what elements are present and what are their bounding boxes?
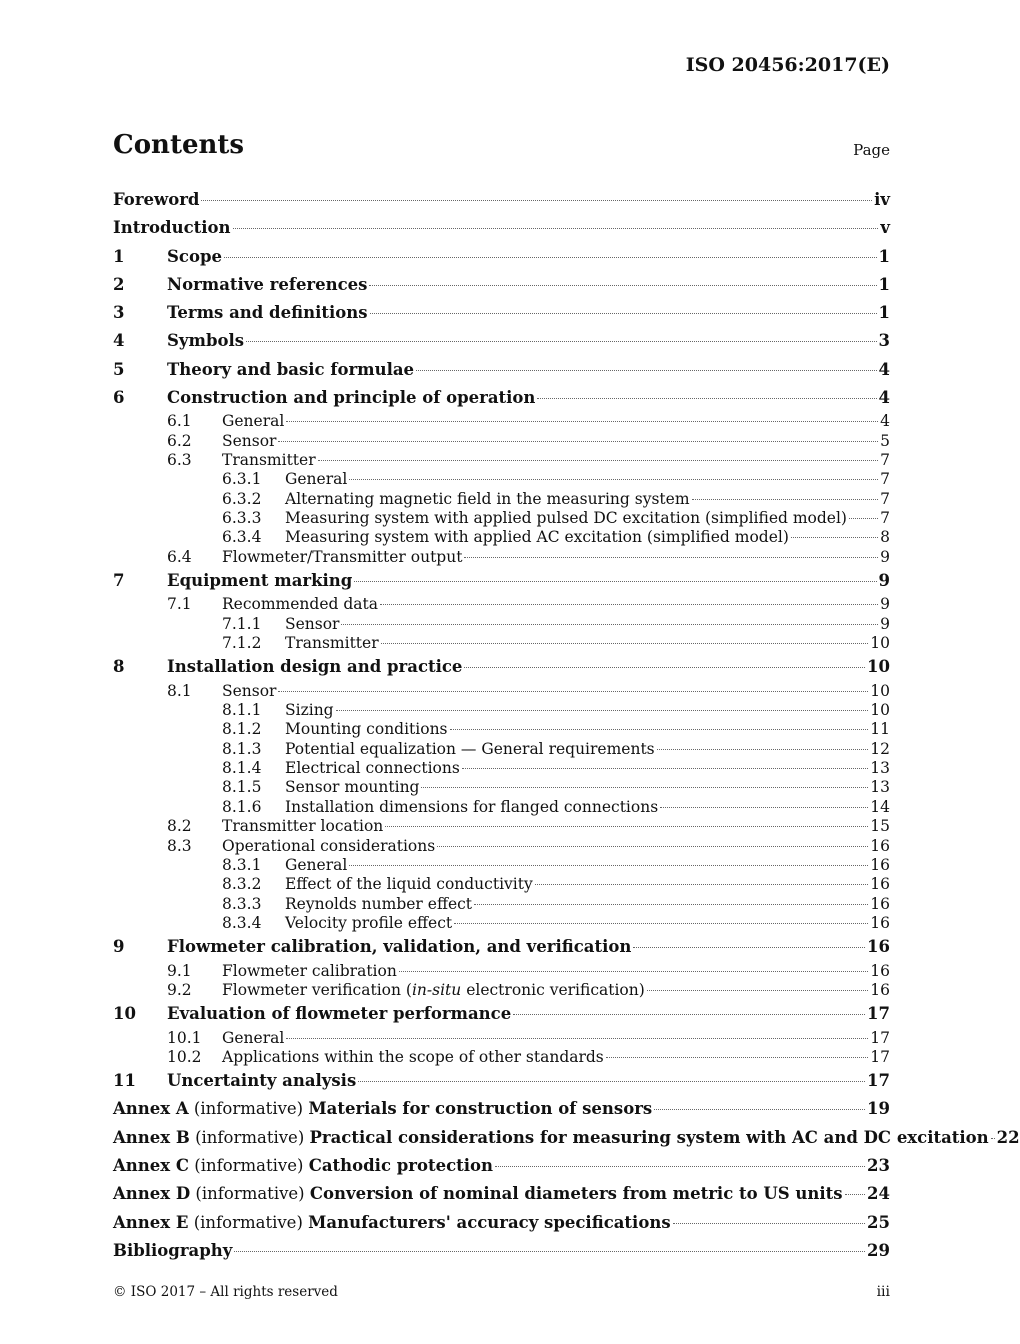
toc-entry-number: 2 <box>113 274 125 294</box>
dot-leader <box>462 768 868 769</box>
toc-entry[interactable] <box>113 548 890 567</box>
annex-title: Manufacturers' accuracy specifications <box>308 1212 671 1232</box>
dot-leader <box>454 923 868 924</box>
toc-entry-page: 16 <box>870 894 890 913</box>
footer-copyright: © ISO 2017 – All rights reserved <box>113 1284 338 1300</box>
toc-entry[interactable] <box>113 214 890 242</box>
toc-entry-number: 8.1.6 <box>222 797 262 816</box>
dot-leader <box>606 1057 869 1058</box>
toc-title-part: Flowmeter verification ( <box>222 980 412 999</box>
dot-leader <box>464 667 865 668</box>
dot-leader <box>692 499 879 500</box>
dot-leader <box>349 479 878 480</box>
toc-entry-page: 24 <box>867 1184 890 1204</box>
toc-entry[interactable] <box>113 384 890 412</box>
toc-entry-title: Electrical connections <box>285 759 460 778</box>
toc-entry-title: Evaluation of flowmeter performance <box>167 1004 512 1024</box>
toc-entry-page: 17 <box>867 1004 890 1024</box>
dot-leader <box>654 1109 865 1110</box>
toc-entry-number: 8.2 <box>167 817 192 836</box>
dot-leader <box>421 787 868 788</box>
toc-entry[interactable] <box>113 1180 890 1208</box>
dot-leader <box>991 1138 995 1139</box>
toc-entry[interactable] <box>113 1209 890 1237</box>
dot-leader <box>791 537 878 538</box>
toc-entry[interactable] <box>113 186 890 214</box>
toc-entry-number: 7.1.2 <box>222 634 262 653</box>
dot-leader <box>234 1251 865 1252</box>
toc-entry-page: 13 <box>870 778 890 797</box>
toc-entry-page: 4 <box>880 412 890 431</box>
annex-label: Annex E <box>113 1212 189 1232</box>
toc-entry-title: Theory and basic formulae <box>167 359 415 379</box>
dot-leader <box>358 1081 865 1082</box>
toc-entry[interactable] <box>113 837 890 856</box>
toc-entry-number: 6.1 <box>167 412 192 431</box>
toc-entry-title: Sensor <box>285 614 340 633</box>
toc-entry-page: 1 <box>878 246 890 266</box>
toc-entry-title: Alternating magnetic field in the measuring system <box>285 489 690 508</box>
toc-entry-title: Effect of the liquid conductivity <box>285 875 533 894</box>
dot-leader <box>278 441 878 442</box>
toc-entry-page: 19 <box>867 1099 890 1119</box>
annex-label: Annex D <box>113 1184 191 1204</box>
toc-entry[interactable] <box>113 817 890 836</box>
toc-entry-title: Sizing <box>285 701 334 720</box>
toc-entry[interactable] <box>113 981 890 1000</box>
annex-label: Annex C <box>113 1156 190 1176</box>
toc-entry[interactable] <box>113 740 890 759</box>
toc-entry-title: Applications within the scope of other standards <box>222 1047 604 1066</box>
toc-entry-page: 3 <box>878 331 890 351</box>
toc-entry-number: 6.4 <box>167 547 192 566</box>
toc-entry-title: Installation dimensions for flanged connections <box>285 797 659 816</box>
toc-entry[interactable] <box>113 1237 890 1265</box>
toc-entry-title: Flowmeter/Transmitter output <box>222 547 463 566</box>
toc-entry-title: Transmitter <box>222 451 316 470</box>
toc-entry-page: 15 <box>870 817 890 836</box>
toc-entry-page: 29 <box>867 1240 890 1260</box>
toc-entry-page: 16 <box>870 836 890 855</box>
toc-entry-page: 16 <box>867 937 890 957</box>
toc-entry-title <box>113 1180 843 1208</box>
dot-leader <box>535 884 869 885</box>
toc-entry-number: 8.1.3 <box>222 739 262 758</box>
toc-entry-number: 9.2 <box>167 980 192 999</box>
dot-leader <box>246 341 876 342</box>
dot-leader <box>537 398 876 399</box>
toc-entry[interactable] <box>113 528 890 547</box>
dot-leader <box>849 518 878 519</box>
toc-entry[interactable] <box>113 490 890 509</box>
toc-entry-title: Transmitter location <box>222 817 384 836</box>
dot-leader <box>354 581 876 582</box>
toc-entry[interactable] <box>113 1124 1020 1152</box>
toc-entry[interactable] <box>113 798 890 817</box>
toc-entry[interactable] <box>113 653 890 681</box>
toc-entry[interactable] <box>113 1048 890 1067</box>
toc-entry-title: Construction and principle of operation <box>167 388 536 408</box>
toc-entry-number: 8.3.2 <box>222 875 262 894</box>
dot-leader <box>349 865 868 866</box>
toc-entry-title: Measuring system with applied AC excitation (simplified model) <box>285 528 789 547</box>
annex-title: Cathodic protection <box>308 1156 494 1176</box>
dot-leader <box>657 749 869 750</box>
toc-entry-number: 5 <box>113 359 125 379</box>
dot-leader <box>318 460 879 461</box>
toc-entry[interactable] <box>113 759 890 778</box>
toc-entry-page: 1 <box>878 303 890 323</box>
toc-entry-title <box>113 1124 989 1152</box>
toc-entry-page: 7 <box>880 451 890 470</box>
toc-entry-page: 10 <box>870 634 890 653</box>
toc-entry[interactable] <box>113 720 890 739</box>
toc-entry-title: Bibliography <box>113 1240 233 1260</box>
toc-entry-number: 1 <box>113 246 125 266</box>
annex-title: Conversion of nominal diameters from metric to US units <box>309 1184 843 1204</box>
dot-leader <box>341 624 878 625</box>
toc-entry-title: Reynolds number effect <box>285 894 473 913</box>
toc-entry-title: General <box>285 855 348 874</box>
toc-entry-page: 4 <box>878 388 890 408</box>
dot-leader <box>399 971 868 972</box>
toc-entry-title <box>222 981 645 1000</box>
toc-entry-title: Normative references <box>167 274 368 294</box>
toc-entry[interactable] <box>113 962 890 981</box>
toc-entry-number: 9.1 <box>167 961 192 980</box>
toc-entry[interactable] <box>113 778 890 797</box>
toc-entry-page: 7 <box>880 509 890 528</box>
toc-entry[interactable] <box>113 470 890 489</box>
toc-entry-number: 6.2 <box>167 431 192 450</box>
toc-entry[interactable] <box>113 595 890 614</box>
annex-title: Practical considerations for measuring system with AC and DC excitation <box>309 1127 989 1147</box>
toc-entry-title: Scope <box>167 246 223 266</box>
toc-entry-title: Flowmeter calibration <box>222 961 397 980</box>
annex-label: Annex A <box>113 1099 189 1119</box>
toc-entry-page: 16 <box>870 961 890 980</box>
toc-entry-title: Introduction <box>113 218 231 238</box>
toc-entry-page: 25 <box>867 1212 890 1232</box>
toc-entry[interactable] <box>113 451 890 470</box>
toc-entry-number: 10 <box>113 1004 136 1024</box>
dot-leader <box>513 1014 865 1015</box>
dot-leader <box>336 710 869 711</box>
toc-entry-page: 10 <box>867 657 890 677</box>
dot-leader <box>633 947 865 948</box>
toc-entry-number: 10.2 <box>167 1047 202 1066</box>
toc-entry-page: 22 <box>996 1127 1020 1147</box>
dot-leader <box>201 200 872 201</box>
toc-entry[interactable] <box>113 509 890 528</box>
toc-entry-title <box>113 1152 493 1180</box>
dot-leader <box>474 904 868 905</box>
toc-entry[interactable] <box>113 412 890 431</box>
toc-entry-title: Foreword <box>113 190 200 209</box>
dot-leader <box>495 1166 865 1167</box>
toc-entry-page: 8 <box>880 528 890 547</box>
toc-entry-page: 7 <box>880 470 890 489</box>
toc-entry-page: 9 <box>880 547 890 566</box>
dot-leader <box>224 257 877 258</box>
toc-entry-title: Measuring system with applied pulsed DC excitation (simplified model) <box>285 509 847 528</box>
toc-title-part: electronic verification) <box>461 980 645 999</box>
annex-note: (informative) <box>188 1212 309 1232</box>
toc-title-italic: in-situ <box>411 980 462 999</box>
annex-note: (informative) <box>188 1099 309 1119</box>
toc-entry-title: Velocity profile effect <box>285 913 453 932</box>
toc-entry-number: 7 <box>113 571 125 591</box>
toc-entry-number: 6.3.4 <box>222 528 262 547</box>
toc-entry[interactable] <box>113 243 890 271</box>
header-document-id: ISO 20456:2017(E) <box>685 54 890 76</box>
table-of-contents <box>113 186 1020 1265</box>
toc-entry-number: 4 <box>113 331 125 351</box>
dot-leader <box>660 807 868 808</box>
toc-entry-page: 14 <box>870 797 890 816</box>
toc-entry-page: 10 <box>870 681 890 700</box>
dot-leader <box>381 643 869 644</box>
toc-entry-number: 6.3 <box>167 451 192 470</box>
dot-leader <box>369 285 876 286</box>
toc-entry-number: 8 <box>113 657 125 677</box>
toc-entry[interactable] <box>113 1095 890 1123</box>
dot-leader <box>278 691 868 692</box>
page-column-label: Page <box>853 141 890 159</box>
dot-leader <box>450 729 869 730</box>
toc-entry-title: Operational considerations <box>222 836 436 855</box>
toc-entry[interactable] <box>113 682 890 701</box>
toc-entry[interactable] <box>113 1067 890 1095</box>
toc-entry-number: 8.1.5 <box>222 778 262 797</box>
toc-entry[interactable] <box>113 914 890 933</box>
toc-entry-page: iv <box>874 190 890 209</box>
toc-entry-page: 9 <box>878 571 890 591</box>
toc-entry-page: 17 <box>867 1071 890 1091</box>
toc-entry[interactable] <box>113 1029 890 1048</box>
toc-entry-number: 8.1.4 <box>222 759 262 778</box>
annex-note: (informative) <box>190 1184 310 1204</box>
toc-entry-number: 8.3.3 <box>222 894 262 913</box>
toc-entry[interactable] <box>113 567 890 595</box>
toc-entry-title: Symbols <box>167 331 245 351</box>
dot-leader <box>286 421 878 422</box>
toc-entry-number: 9 <box>113 937 125 957</box>
toc-entry-number: 6 <box>113 388 125 408</box>
dot-leader <box>385 826 868 827</box>
toc-entry[interactable] <box>113 856 890 875</box>
toc-entry-page: 1 <box>878 274 890 294</box>
dot-leader <box>380 604 878 605</box>
toc-entry-number: 6.3.2 <box>222 489 262 508</box>
toc-entry-page: 5 <box>880 431 890 450</box>
toc-entry-number: 7.1 <box>167 595 192 614</box>
toc-entry-title: Equipment marking <box>167 571 353 591</box>
annex-title: Materials for construction of sensors <box>308 1099 653 1119</box>
toc-entry-number: 8.3.4 <box>222 913 262 932</box>
toc-entry[interactable] <box>113 356 890 384</box>
annex-label: Annex B <box>113 1127 190 1147</box>
toc-entry[interactable] <box>113 432 890 451</box>
toc-entry[interactable] <box>113 299 890 327</box>
toc-entry-title: Sensor <box>222 431 277 450</box>
toc-entry[interactable] <box>113 933 890 961</box>
toc-entry-title: Recommended data <box>222 595 378 614</box>
dot-leader <box>647 990 868 991</box>
toc-entry-page: 23 <box>867 1156 890 1176</box>
toc-entry-page: 9 <box>880 614 890 633</box>
toc-entry[interactable] <box>113 1000 890 1028</box>
toc-entry-page: 16 <box>870 980 890 999</box>
toc-entry[interactable] <box>113 895 890 914</box>
toc-entry-title: Potential equalization — General requirements <box>285 739 655 758</box>
contents-title: Contents <box>113 130 245 160</box>
toc-entry-title: Mounting conditions <box>285 720 448 739</box>
toc-entry-number: 6.3.3 <box>222 509 262 528</box>
toc-entry[interactable] <box>113 615 890 634</box>
toc-entry-number: 3 <box>113 303 125 323</box>
toc-entry-page: 10 <box>870 701 890 720</box>
toc-entry-title: Sensor mounting <box>285 778 420 797</box>
toc-entry-page: 7 <box>880 489 890 508</box>
dot-leader <box>286 1038 868 1039</box>
toc-entry-number: 8.1.1 <box>222 701 262 720</box>
toc-entry-page: v <box>880 218 890 238</box>
dot-leader <box>233 228 879 229</box>
toc-entry-number: 11 <box>113 1071 136 1091</box>
toc-entry-page: 17 <box>870 1047 890 1066</box>
toc-entry-number: 6.3.1 <box>222 470 262 489</box>
toc-entry-title <box>113 1209 671 1237</box>
dot-leader <box>673 1223 865 1224</box>
toc-entry-page: 9 <box>880 595 890 614</box>
footer-page-number: iii <box>876 1284 890 1300</box>
toc-entry-title: Terms and definitions <box>167 303 368 323</box>
toc-entry-page: 17 <box>870 1028 890 1047</box>
toc-entry[interactable] <box>113 271 890 299</box>
toc-entry-page: 12 <box>870 739 890 758</box>
toc-entry-page: 16 <box>870 875 890 894</box>
toc-entry-page: 16 <box>870 913 890 932</box>
dot-leader <box>464 557 878 558</box>
toc-entry[interactable] <box>113 701 890 720</box>
toc-entry-number: 8.3 <box>167 836 192 855</box>
toc-entry-page: 4 <box>878 359 890 379</box>
toc-entry-number: 8.3.1 <box>222 855 262 874</box>
toc-entry-number: 10.1 <box>167 1028 202 1047</box>
toc-entry-title: General <box>222 412 285 431</box>
toc-entry[interactable] <box>113 1152 890 1180</box>
annex-note: (informative) <box>189 1156 309 1176</box>
dot-leader <box>437 846 868 847</box>
toc-entry[interactable] <box>113 875 890 894</box>
toc-entry[interactable] <box>113 634 890 653</box>
toc-entry-title: Installation design and practice <box>167 657 463 677</box>
dot-leader <box>416 370 876 371</box>
toc-entry-title <box>113 1095 652 1123</box>
toc-entry-page: 11 <box>870 720 890 739</box>
dot-leader <box>845 1194 865 1195</box>
toc-entry-number: 8.1 <box>167 681 192 700</box>
toc-entry-page: 13 <box>870 759 890 778</box>
toc-entry-title: General <box>222 1028 285 1047</box>
dot-leader <box>370 313 877 314</box>
toc-entry-page: 16 <box>870 855 890 874</box>
toc-entry[interactable] <box>113 327 890 355</box>
toc-entry-title: Transmitter <box>285 634 379 653</box>
toc-entry-number: 8.1.2 <box>222 720 262 739</box>
annex-note: (informative) <box>189 1127 310 1147</box>
toc-entry-title: General <box>285 470 348 489</box>
toc-entry-number: 7.1.1 <box>222 614 262 633</box>
toc-entry-title: Flowmeter calibration, validation, and verification <box>167 937 632 957</box>
toc-entry-title: Uncertainty analysis <box>167 1071 357 1091</box>
toc-entry-title: Sensor <box>222 681 277 700</box>
